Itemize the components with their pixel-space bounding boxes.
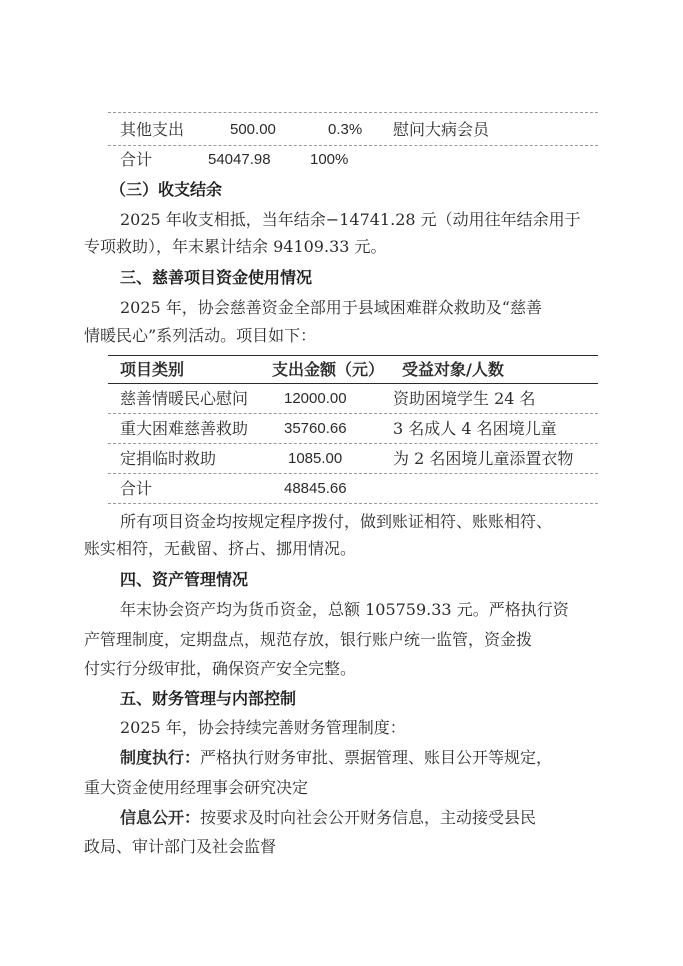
table-row-rule xyxy=(108,443,598,444)
section-heading: 四、资产管理情况 xyxy=(120,570,249,589)
paragraph-line: 2025 年，协会慈善资金全部用于县域困难群众救助及“慈善 xyxy=(120,298,542,317)
table-cell-amount: 35760.66 xyxy=(284,420,347,437)
table-cell-category: 慈善情暖民心慰问 xyxy=(120,389,249,408)
table-cell-note: 慰问大病会员 xyxy=(393,120,490,139)
table-row-rule xyxy=(108,473,598,474)
table-row-rule xyxy=(108,145,598,146)
paragraph-line: 年末协会资产均为货币资金，总额 105759.33 元。严格执行资 xyxy=(120,600,569,619)
table-cell-category: 合计 xyxy=(120,479,153,498)
table-header-amount: 支出金额（元） xyxy=(272,360,385,379)
table-bottom-rule xyxy=(108,503,598,504)
table-cell-beneficiary: 为 2 名困境儿童添置衣物 xyxy=(393,449,574,468)
paragraph-line: 2025 年收支相抵，当年结余−14741.28 元（动用往年结余用于 xyxy=(120,210,581,229)
section-heading: 三、慈善项目资金使用情况 xyxy=(120,268,313,287)
table-header-category: 项目类别 xyxy=(120,360,185,379)
paragraph-line: 2025 年，协会持续完善财务管理制度： xyxy=(120,718,406,737)
table-cell-amount: 500.00 xyxy=(230,121,276,138)
table-cell-beneficiary: 资助困境学生 24 名 xyxy=(393,389,536,408)
table-top-rule xyxy=(108,112,598,113)
list-item-label: 制度执行： xyxy=(120,748,201,767)
paragraph-line: 付实行分级审批，确保资产安全完整。 xyxy=(84,659,357,678)
table-cell-beneficiary: 3 名成人 4 名困境儿童 xyxy=(393,419,557,438)
paragraph-line: 专项救助），年末累计结余 94109.33 元。 xyxy=(84,237,387,256)
paragraph-line: 重大资金使用经理事会研究决定 xyxy=(84,778,309,797)
paragraph-line: 产管理制度，定期盘点，规范存放，银行账户统一监管，资金拨 xyxy=(84,630,533,649)
table-row-rule xyxy=(108,413,598,414)
section-heading: 五、财务管理与内部控制 xyxy=(120,689,297,708)
table-cell-ratio: 100% xyxy=(310,151,349,168)
list-item xyxy=(120,748,552,768)
table-header-beneficiary: 受益对象/人数 xyxy=(402,360,504,379)
table-cell-amount: 12000.00 xyxy=(284,390,347,407)
table-cell-amount: 48845.66 xyxy=(284,480,347,497)
paragraph-line: 账实相符，无截留、挤占、挪用情况。 xyxy=(84,539,357,558)
table-cell-amount: 1085.00 xyxy=(288,450,343,467)
paragraph-line: 所有项目资金均按规定程序拨付，做到账证相符、账账相符、 xyxy=(120,512,553,531)
section-heading: （三）收支结余 xyxy=(110,180,223,199)
table-header-bottom-rule xyxy=(108,383,598,384)
paragraph-line: 情暖民心”系列活动。项目如下： xyxy=(84,326,317,345)
table-cell-category: 重大困难慈善救助 xyxy=(120,419,249,438)
list-item-text: 严格执行财务审批、票据管理、账目公开等规定， xyxy=(200,748,553,767)
table-cell-item: 其他支出 xyxy=(120,120,185,139)
paragraph-line: 政局、审计部门及社会监督 xyxy=(84,837,277,856)
list-item xyxy=(120,808,536,828)
table-cell-category: 定捐临时救助 xyxy=(120,449,217,468)
list-item-text: 按要求及时向社会公开财务信息，主动接受县民 xyxy=(200,808,537,827)
table-header-top-rule xyxy=(108,355,598,356)
list-item-label: 信息公开： xyxy=(120,808,201,827)
table-cell-item: 合计 xyxy=(120,150,153,169)
table-cell-ratio: 0.3% xyxy=(328,121,363,138)
table-cell-amount: 54047.98 xyxy=(208,151,271,168)
